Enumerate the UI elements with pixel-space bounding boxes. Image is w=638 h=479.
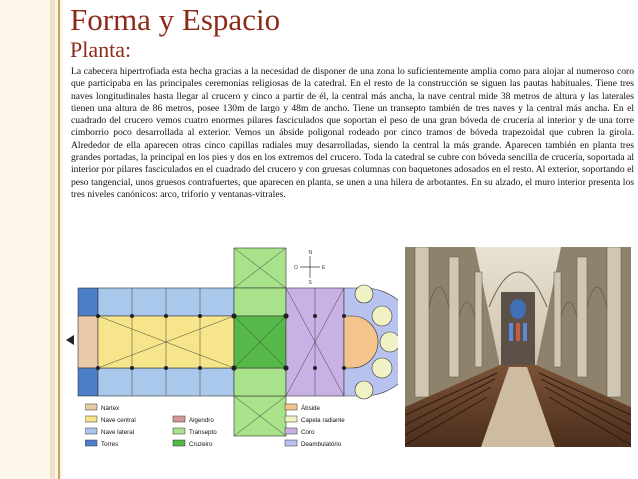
plan-capela-5 [355, 381, 373, 399]
legend-item [173, 416, 214, 424]
compass-s-label: S [308, 280, 312, 286]
plan-tower-north [78, 288, 98, 316]
left-decorative-bar [0, 0, 63, 479]
legend-label: Nave lateral [101, 429, 135, 436]
legend-item [85, 416, 136, 424]
compass-e-label: E [322, 265, 326, 271]
legend-label: Torres [101, 441, 119, 448]
legend-item [85, 428, 134, 436]
plan-capela-1 [372, 306, 392, 326]
compass-o-label: O [294, 265, 298, 271]
compass-rose-icon [294, 250, 326, 286]
plan-tower-south [78, 368, 98, 396]
bar-rule [58, 0, 60, 479]
plan-nartex [78, 316, 98, 368]
legend-label: Nártex [101, 405, 120, 412]
slide-paragraph: La cabecera hipertrofiada esta hecha gracias a la necesidad de disponer de una zona lo suficientemente amplia como para alojar al numeroso coro que participaba en las principales ceremonias religiosas de la catedral. En el resto de la construcción se siguen las pautas habituales. Tiene tres naves longitudinales hasta llegar al crucero y cinco a partir de él, la central más ancha, la nave central mide 38 metros de altura y las laterales tienen una altura de 86 metros, posee 130m de largo y 48m de ancho. Tiene un transepto también de tres naves y la central más ancha. En el cuadrado del crucero vemos cuatro enormes pilares fasciculados que soportan el peso de una gran bóveda de crucería al interior y de una torre cimborrio poco desarrollada al exterior. Vemos un ábside poligonal rodeado por cinco tramos de bóveda trapezoidal que cubren la girola. Alrededor de ella aparecen otras cinco capillas radiales muy desarrolladas, siendo la central la más grande. Aparecen también en planta tres grandes portadas, la principal en los pies y dos en los extremos del crucero. Toda la catedral se cubre con bóveda sencilla de crucería, soportada al interior por pilares fasciculados en el cuadrado del crucero y con gruesas columnas con baquetones adosados en el resto. Al exterior, soportando el peso tangencial, unos gruesos contrafuertes, que aparecen en planta, se unen a una hilera de arbotantes. En su alzado, el muro interior presenta los tres niveles canónicos: arco, triforio y ventanas-vitrales. [71, 66, 634, 200]
compass-n-label: N [308, 250, 313, 256]
legend-label: Capela radiante [301, 417, 345, 424]
legend-item [85, 440, 118, 448]
legend-label: Deambulatório [301, 441, 342, 448]
slide-subtitle: Planta: [70, 37, 132, 62]
legend-item [285, 428, 315, 436]
plan-legend [85, 402, 385, 452]
legend-label: Cruzeiro [189, 441, 213, 448]
plan-transepto-arm-s [234, 368, 286, 396]
plan-capela-2 [380, 332, 398, 352]
slide-title: Forma y Espacio [70, 2, 281, 37]
legend-item [285, 416, 345, 424]
legend-item [285, 404, 320, 412]
plan-capela-3 [372, 358, 392, 378]
legend-item [173, 440, 213, 448]
entrance-arrow-icon [66, 335, 74, 345]
legend-label: Coro [301, 429, 315, 436]
legend-item [85, 404, 120, 412]
legend-item [285, 440, 342, 448]
cathedral-interior-photo [405, 247, 631, 447]
bar-stripe [50, 0, 55, 479]
legend-label: Transepto [189, 429, 217, 436]
legend-label: Ábside [301, 405, 320, 412]
legend-label: Algendro [189, 417, 214, 424]
legend-label: Nave central [101, 417, 136, 424]
legend-item [173, 428, 217, 436]
plan-capela-4 [355, 285, 373, 303]
plan-transepto-arm-n [234, 288, 286, 316]
